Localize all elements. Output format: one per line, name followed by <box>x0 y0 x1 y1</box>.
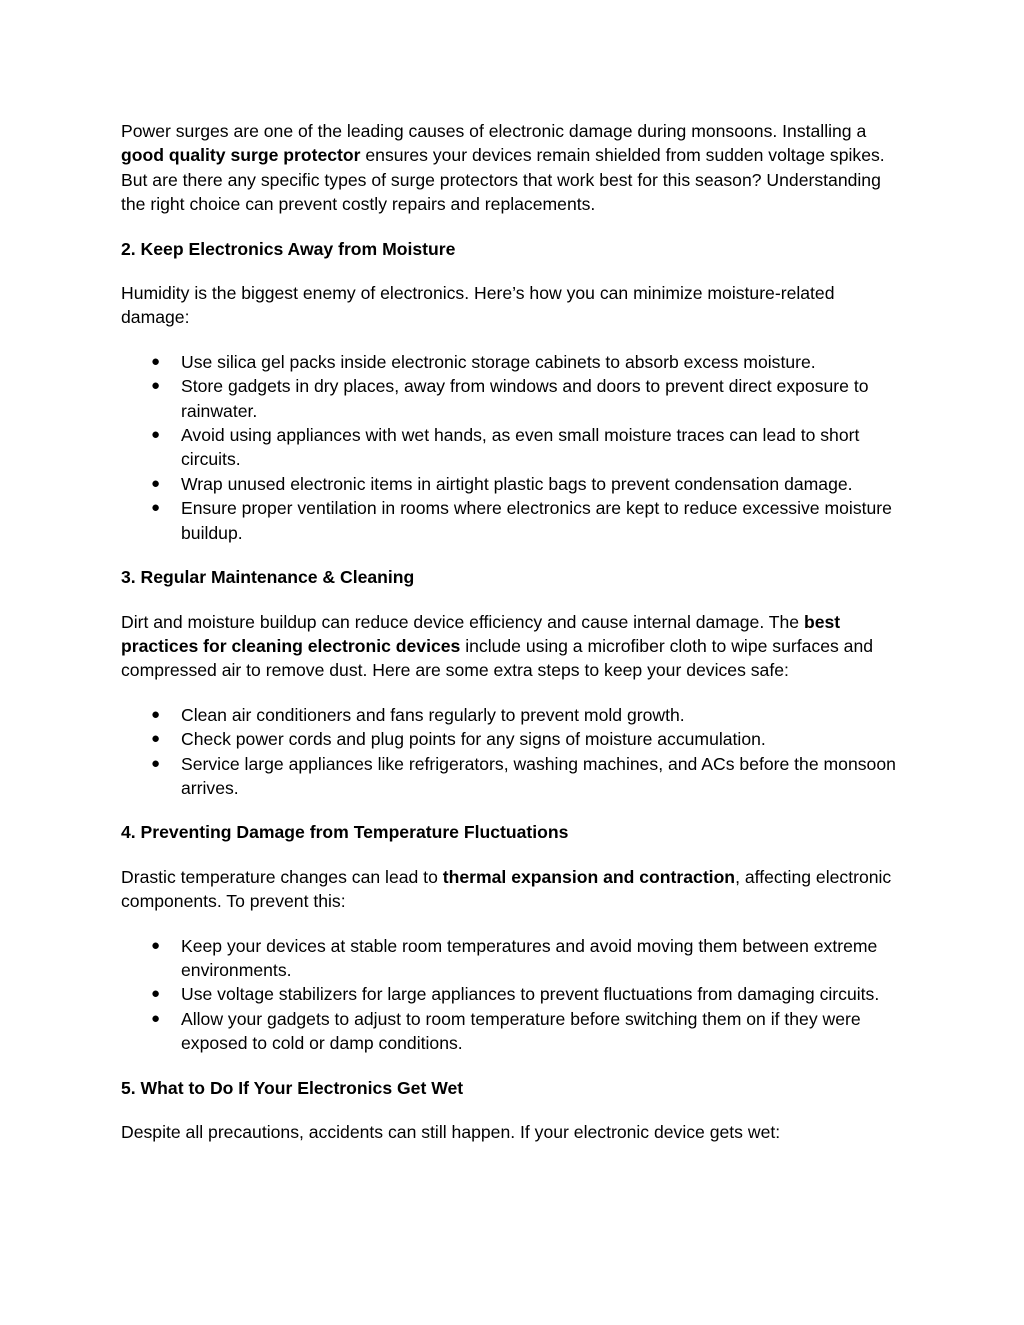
bullet-icon: ● <box>151 377 161 395</box>
section-4-text-part1: Drastic temperature changes can lead to <box>121 866 443 887</box>
section-3-bold-text: best practices for cleaning electronic devices <box>121 611 841 656</box>
list-item <box>121 350 906 374</box>
list-item-text: Wrap unused electronic items in airtight plastic bags to prevent condensation damage. <box>181 473 853 494</box>
list-item-text: Clean air conditioners and fans regularly to prevent mold growth. <box>181 704 685 725</box>
bullet-icon: ● <box>151 705 161 723</box>
bullet-icon: ● <box>151 474 161 492</box>
list-item <box>121 496 906 545</box>
section-3-text-part2: include using a microfiber cloth to wipe surfaces and compressed air to remove dust. Here are some extra steps to keep your devices safe: <box>121 635 874 681</box>
list-item <box>121 752 906 801</box>
section-4-bullet-list <box>121 934 906 1056</box>
list-item <box>121 982 906 1006</box>
list-item <box>121 423 906 472</box>
intro-paragraph <box>121 119 906 217</box>
list-item-text: Allow your gadgets to adjust to room temperature before switching them on if they were exposed to cold or damp conditions. <box>181 1008 861 1054</box>
bullet-icon: ● <box>151 730 161 748</box>
section-4-bold-text: thermal expansion and contraction <box>442 866 736 887</box>
list-item-text: Use silica gel packs inside electronic storage cabinets to absorb excess moisture. <box>181 351 816 372</box>
document-page <box>121 119 906 1164</box>
bullet-icon: ● <box>151 754 161 772</box>
bullet-icon: ● <box>151 426 161 444</box>
list-item <box>121 934 906 983</box>
bullet-icon: ● <box>151 936 161 954</box>
section-5-heading: 5. What to Do If Your Electronics Get Wet <box>121 1077 464 1098</box>
section-2-paragraph: Humidity is the biggest enemy of electronics. Here’s how you can minimize moisture-related damage: <box>121 283 835 328</box>
section-3-bullet-list <box>121 703 906 801</box>
list-item-text: Keep your devices at stable room temperatures and avoid moving them between extreme environments. <box>181 935 878 980</box>
section-5-paragraph: Despite all precautions, accidents can still happen. If your electronic device gets wet: <box>121 1122 781 1142</box>
list-item <box>121 703 906 727</box>
intro-bold-text: good quality surge protector <box>121 145 361 166</box>
section-3-text-part1: Dirt and moisture buildup can reduce device efficiency and cause internal damage. The <box>121 611 804 632</box>
section-4-text-part2: , affecting electronic components. To prevent this: <box>121 866 892 912</box>
bullet-icon: ● <box>151 499 161 517</box>
list-item <box>121 1007 906 1056</box>
list-item-text: Use voltage stabilizers for large appliances to prevent fluctuations from damaging circuits. <box>181 984 880 1005</box>
bullet-icon: ● <box>151 985 161 1003</box>
list-item-text: Store gadgets in dry places, away from windows and doors to prevent direct exposure to rainwater. <box>181 376 869 421</box>
list-item <box>121 374 906 423</box>
intro-text-part2: ensures your devices remain shielded from sudden voltage spikes. But are there any specific types of surge protectors that work best for this season? Understanding the right choice can prevent costly repairs and replacements. <box>121 145 885 215</box>
section-2-bullet-list <box>121 350 906 545</box>
section-4-paragraph <box>121 865 906 914</box>
list-item-text: Check power cords and plug points for any signs of moisture accumulation. <box>181 729 766 750</box>
bullet-icon: ● <box>151 352 161 370</box>
intro-text-part1: Power surges are one of the leading causes of electronic damage during monsoons. Installing a <box>121 121 867 141</box>
section-2-heading: 2. Keep Electronics Away from Moisture <box>121 238 456 259</box>
section-3-heading: 3. Regular Maintenance & Cleaning <box>121 567 415 588</box>
list-item-text: Ensure proper ventilation in rooms where electronics are kept to reduce excessive moisture buildup. <box>181 498 892 543</box>
list-item <box>121 472 906 496</box>
section-3-paragraph <box>121 610 906 683</box>
list-item <box>121 727 906 751</box>
list-item-text: Avoid using appliances with wet hands, as even small moisture traces can lead to short circuits. <box>181 425 860 470</box>
bullet-icon: ● <box>151 1009 161 1027</box>
list-item-text: Service large appliances like refrigerators, washing machines, and ACs before the monsoon arrives. <box>181 753 896 798</box>
section-4-heading: 4. Preventing Damage from Temperature Fluctuations <box>121 822 569 843</box>
